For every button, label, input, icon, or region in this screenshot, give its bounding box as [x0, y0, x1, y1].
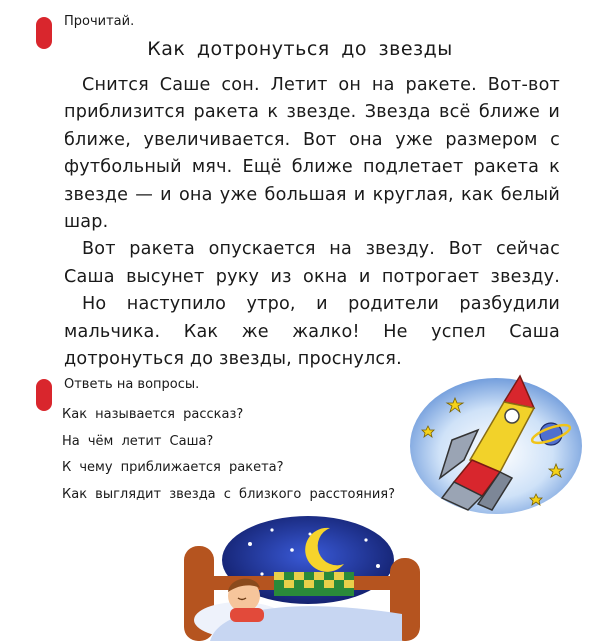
question-item: К чему приближается ракета?: [62, 460, 284, 475]
question-item: Как выглядит звезда с близкого расстояния?: [62, 486, 395, 502]
sleeping-boy-illustration: [180, 516, 428, 641]
checkered-blanket: [274, 572, 354, 596]
question-item: Как называется рассказ?: [62, 407, 244, 422]
questions-list: [62, 402, 395, 508]
section-marker-questions: [36, 379, 52, 411]
story-paragraph: Вот ракета опускается на звезду. Вот сейчас Саша высунет руку из окна и потрогает звезду.: [64, 239, 560, 287]
rocket-illustration: [408, 368, 588, 518]
question-item: На чём летит Саша?: [62, 433, 214, 449]
read-instruction: Прочитай.: [64, 14, 135, 29]
story-paragraph: Но наступило утро, и родители разбудили мальчика. Как же жалко! Не успел Саша дотронуться до звезды, проснулся.: [64, 294, 560, 370]
sleeping-boy-icon: [228, 579, 264, 622]
story-paragraph: Снится Саше сон. Летит он на ракете. Вот-вот приблизится ракета к звезде. Звезда всё ближе и ближе, увеличивается. Вот она уже размером с футбольный мяч. Ещё ближе подлетает ракета к звезде — и она уже большая и круглая, как белый шар.: [64, 75, 560, 233]
questions-instruction: Ответь на вопросы.: [64, 377, 200, 392]
story-title: Как дотронуться до звезды: [147, 38, 453, 60]
story-text: [64, 72, 560, 373]
